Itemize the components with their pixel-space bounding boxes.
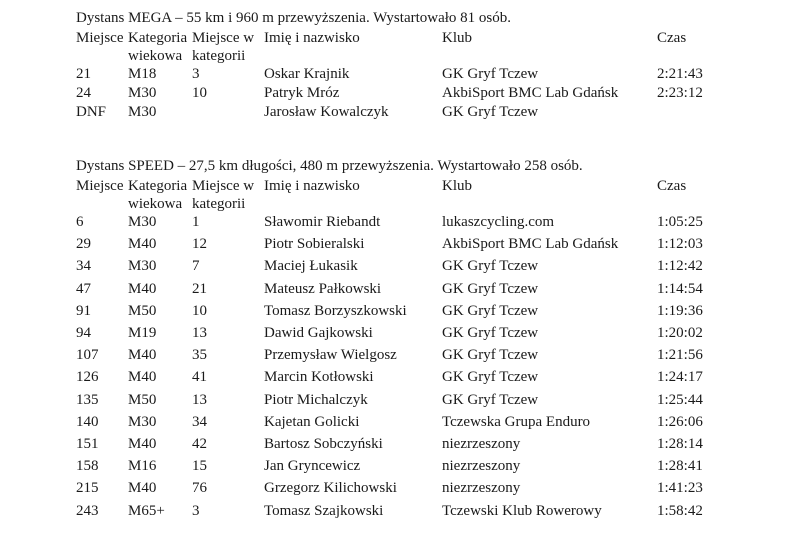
cell-category-place: 13: [192, 391, 207, 408]
cell-club: GK Gryf Tczew: [442, 258, 539, 275]
cell-club: Tczewski Klub Rowerowy: [442, 502, 602, 519]
cell-place: 151: [76, 436, 99, 452]
cell-time: 1:20:02: [657, 325, 703, 341]
cell-category: M40: [128, 369, 157, 386]
cell-category: M40: [128, 436, 157, 452]
cell-category-place: 7: [192, 258, 200, 275]
cell-name: Grzegorz Kilichowski: [264, 480, 397, 497]
cell-place: 135: [76, 391, 99, 408]
cell-club: GK Gryf Tczew: [442, 66, 539, 82]
cell-time: 1:26:06: [657, 413, 703, 430]
cell-name: Przemysław Wielgosz: [264, 347, 397, 364]
header-category-place-line1: Miejsce w: [192, 178, 255, 194]
table-row: [76, 301, 776, 321]
cell-time: 1:24:17: [657, 369, 703, 386]
cell-name: Sławomir Riebandt: [264, 214, 381, 230]
header-category-place-line2: kategorii: [192, 196, 246, 212]
cell-time: 1:28:14: [657, 436, 703, 452]
cell-category-place: 41: [192, 369, 207, 386]
cell-club: GK Gryf Tczew: [442, 325, 539, 341]
header-place: Miejsce: [76, 30, 124, 46]
cell-name: Patryk Mróz: [264, 85, 340, 101]
cell-club: lukaszcycling.com: [442, 214, 555, 230]
table-row: [76, 256, 776, 276]
cell-category: M16: [128, 458, 157, 475]
cell-category-place: 42: [192, 436, 207, 452]
cell-name: Bartosz Sobczyński: [264, 436, 383, 452]
table-row: [76, 279, 776, 299]
cell-name: Tomasz Borzyszkowski: [264, 302, 407, 319]
cell-category-place: 1: [192, 214, 200, 230]
cell-name: Tomasz Szajkowski: [264, 502, 384, 519]
cell-club: AkbiSport BMC Lab Gdańsk: [442, 85, 619, 101]
table-row: [76, 390, 776, 410]
cell-category: M30: [128, 413, 157, 430]
table-row: [76, 501, 776, 521]
cell-time: 1:12:03: [657, 236, 703, 253]
cell-name: Piotr Sobieralski: [264, 236, 365, 253]
cell-name: Piotr Michalczyk: [264, 391, 368, 408]
cell-category-place: 10: [192, 85, 207, 101]
header-name: Imię i nazwisko: [264, 178, 360, 194]
speed-title: Dystans SPEED – 27,5 km długości, 480 m przewyższenia. Wystartowało 258 osób.: [76, 158, 583, 174]
cell-club: GK Gryf Tczew: [442, 104, 539, 120]
cell-place: 24: [76, 85, 91, 101]
cell-category: M50: [128, 391, 157, 408]
header-category-line2: wiekowa: [128, 48, 183, 64]
cell-place: 6: [76, 214, 84, 230]
header-time: Czas: [657, 30, 687, 46]
cell-club: GK Gryf Tczew: [442, 302, 539, 319]
cell-club: Tczewska Grupa Enduro: [442, 413, 591, 430]
cell-time: 1:05:25: [657, 214, 703, 230]
cell-place: 107: [76, 347, 99, 364]
cell-category-place: 21: [192, 280, 207, 297]
header-category-line1: Kategoria: [128, 178, 188, 194]
cell-category-place: 15: [192, 458, 207, 475]
cell-club: GK Gryf Tczew: [442, 347, 539, 364]
cell-club: niezrzeszony: [442, 458, 521, 475]
cell-club: GK Gryf Tczew: [442, 391, 539, 408]
cell-category-place: 3: [192, 66, 200, 82]
cell-category: M30: [128, 258, 157, 275]
cell-time: 1:41:23: [657, 480, 703, 497]
cell-category: M30: [128, 214, 157, 230]
cell-time: 1:14:54: [657, 280, 703, 297]
cell-category: M30: [128, 85, 157, 101]
cell-category-place: 12: [192, 236, 207, 253]
cell-place: 91: [76, 302, 91, 319]
table-row: [76, 367, 776, 387]
cell-place: 243: [76, 502, 99, 519]
cell-time: 1:21:56: [657, 347, 703, 364]
cell-category: M40: [128, 347, 157, 364]
cell-category: M19: [128, 325, 157, 341]
header-place: Miejsce: [76, 178, 124, 194]
header-category-place-line1: Miejsce w: [192, 30, 255, 46]
table-row: [76, 64, 776, 84]
cell-category: M40: [128, 480, 157, 497]
cell-place: 29: [76, 236, 91, 253]
cell-place: 158: [76, 458, 99, 475]
cell-name: Kajetan Golicki: [264, 413, 360, 430]
cell-time: 1:12:42: [657, 258, 703, 275]
cell-category: M40: [128, 236, 157, 253]
cell-time: 1:58:42: [657, 502, 703, 519]
header-category-place-line2: kategorii: [192, 48, 246, 64]
cell-category: M50: [128, 302, 157, 319]
cell-category: M18: [128, 66, 157, 82]
header-category-line1: Kategoria: [128, 30, 188, 46]
cell-place: 126: [76, 369, 99, 386]
cell-place: 21: [76, 66, 91, 82]
cell-name: Mateusz Pałkowski: [264, 280, 382, 297]
cell-club: GK Gryf Tczew: [442, 280, 539, 297]
cell-club: GK Gryf Tczew: [442, 369, 539, 386]
cell-time: 2:21:43: [657, 66, 703, 82]
cell-category: M40: [128, 280, 157, 297]
cell-category-place: 3: [192, 502, 200, 519]
cell-place: 34: [76, 258, 91, 275]
cell-category: M30: [128, 104, 157, 120]
table-row: [76, 102, 776, 122]
cell-club: niezrzeszony: [442, 480, 521, 497]
cell-category: M65+: [128, 502, 165, 519]
table-row: [76, 412, 776, 432]
cell-place: 140: [76, 413, 99, 430]
cell-category-place: 10: [192, 302, 207, 319]
cell-time: 2:23:12: [657, 85, 703, 101]
header-time: Czas: [657, 178, 687, 194]
cell-time: 1:25:44: [657, 391, 703, 408]
cell-name: Oskar Krajnik: [264, 66, 350, 82]
cell-club: niezrzeszony: [442, 436, 521, 452]
cell-name: Marcin Kotłowski: [264, 369, 374, 386]
header-name: Imię i nazwisko: [264, 30, 360, 46]
cell-time: 1:28:41: [657, 458, 703, 475]
cell-category-place: 76: [192, 480, 207, 497]
table-row: [76, 212, 776, 232]
cell-place: 47: [76, 280, 91, 297]
header-club: Klub: [442, 30, 472, 46]
cell-place: DNF: [76, 104, 107, 120]
cell-name: Maciej Łukasik: [264, 258, 358, 275]
mega-title: Dystans MEGA – 55 km i 960 m przewyższenia. Wystartowało 81 osób.: [76, 10, 512, 26]
cell-place: 215: [76, 480, 99, 497]
cell-category-place: 35: [192, 347, 207, 364]
header-club: Klub: [442, 178, 472, 194]
cell-time: 1:19:36: [657, 302, 703, 319]
table-row: [76, 478, 776, 498]
cell-name: Jarosław Kowalczyk: [264, 104, 389, 120]
cell-place: 94: [76, 325, 91, 341]
table-row: [76, 323, 776, 343]
cell-category-place: 13: [192, 325, 207, 341]
table-row: [76, 434, 776, 454]
table-row: [76, 234, 776, 254]
table-row: [76, 456, 776, 476]
table-row: [76, 345, 776, 365]
header-category-line2: wiekowa: [128, 196, 183, 212]
cell-category-place: 34: [192, 413, 207, 430]
cell-name: Dawid Gajkowski: [264, 325, 373, 341]
cell-name: Jan Gryncewicz: [264, 458, 361, 475]
cell-club: AkbiSport BMC Lab Gdańsk: [442, 236, 619, 253]
table-row: [76, 83, 776, 103]
